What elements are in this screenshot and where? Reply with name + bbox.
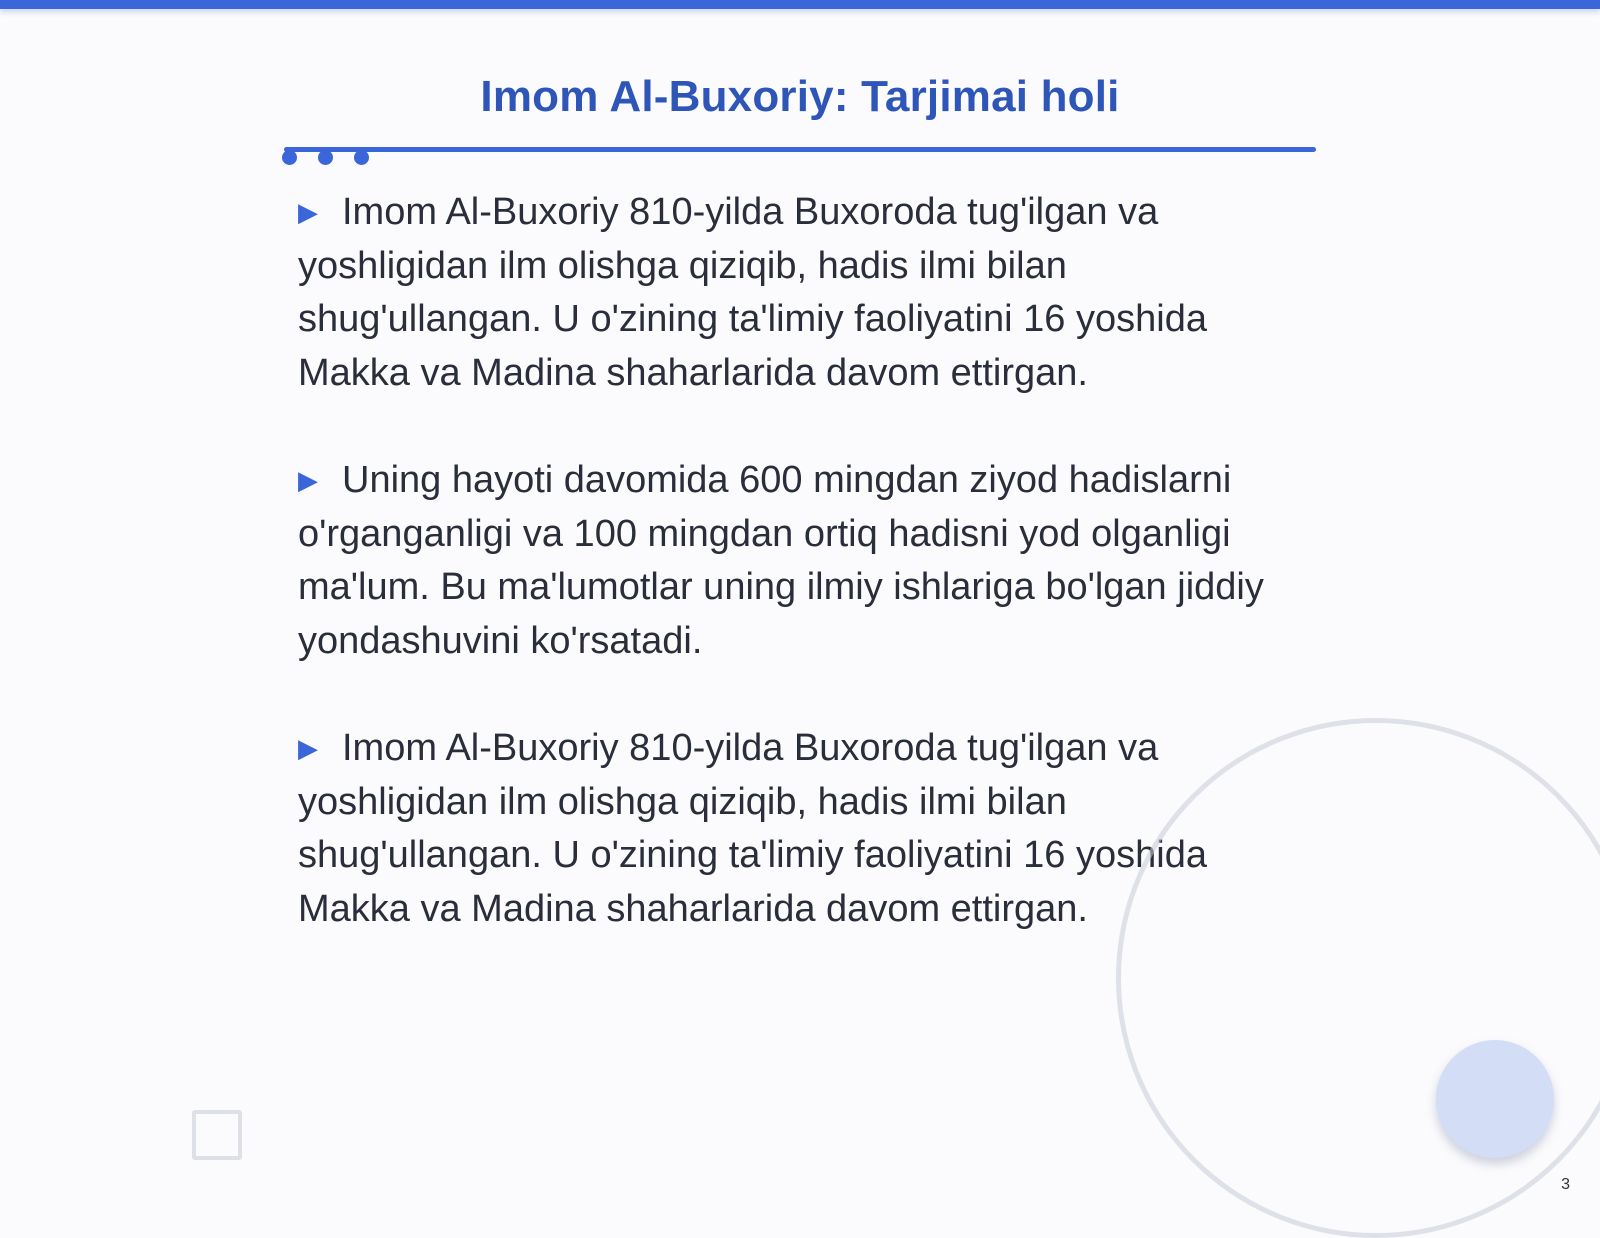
bullet-item [298,186,1318,400]
decorative-dot-2 [318,150,333,165]
title-underline [284,147,1316,152]
decorative-square [192,1110,242,1160]
bullet-item [298,454,1318,668]
slide-title: Imom Al-Buxoriy: Tarjimai holi [480,72,1120,121]
bullet-text: Uning hayoti davomida 600 mingdan ziyod hadislarni o'rganganligi va 100 mingdan ortiq hadisni yod olganligi ma'lum. Bu ma'lumotlar uning ilmiy ishlariga bo'lgan jiddiy yondashuvini ko'rsatadi. [298,459,1264,662]
bullet-text: Imom Al-Buxoriy 810-yilda Buxoroda tug'ilgan va yoshligidan ilm olishga qiziqib, hadis ilmi bilan shug'ullangan. U o'zining ta'limiy faoliyatini 16 yoshida Makka va Madina shaharlarida davom ettirgan. [298,191,1207,394]
top-accent-bar [0,0,1600,9]
triangle-bullet-icon: ▶ [298,733,318,763]
triangle-bullet-icon: ▶ [298,465,318,495]
page-number: 3 [1561,1176,1570,1193]
triangle-bullet-icon: ▶ [298,197,318,227]
decorative-ring [1116,718,1600,1238]
bullet-text: Imom Al-Buxoriy 810-yilda Buxoroda tug'ilgan va yoshligidan ilm olishga qiziqib, hadis ilmi bilan shug'ullangan. U o'zining ta'limiy faoliyatini 16 yoshida Makka va Madina shaharlarida davom ettirgan. [298,727,1207,930]
decorative-dot-3 [354,150,369,165]
decorative-circle [1436,1040,1554,1158]
decorative-dot-1 [282,150,297,165]
